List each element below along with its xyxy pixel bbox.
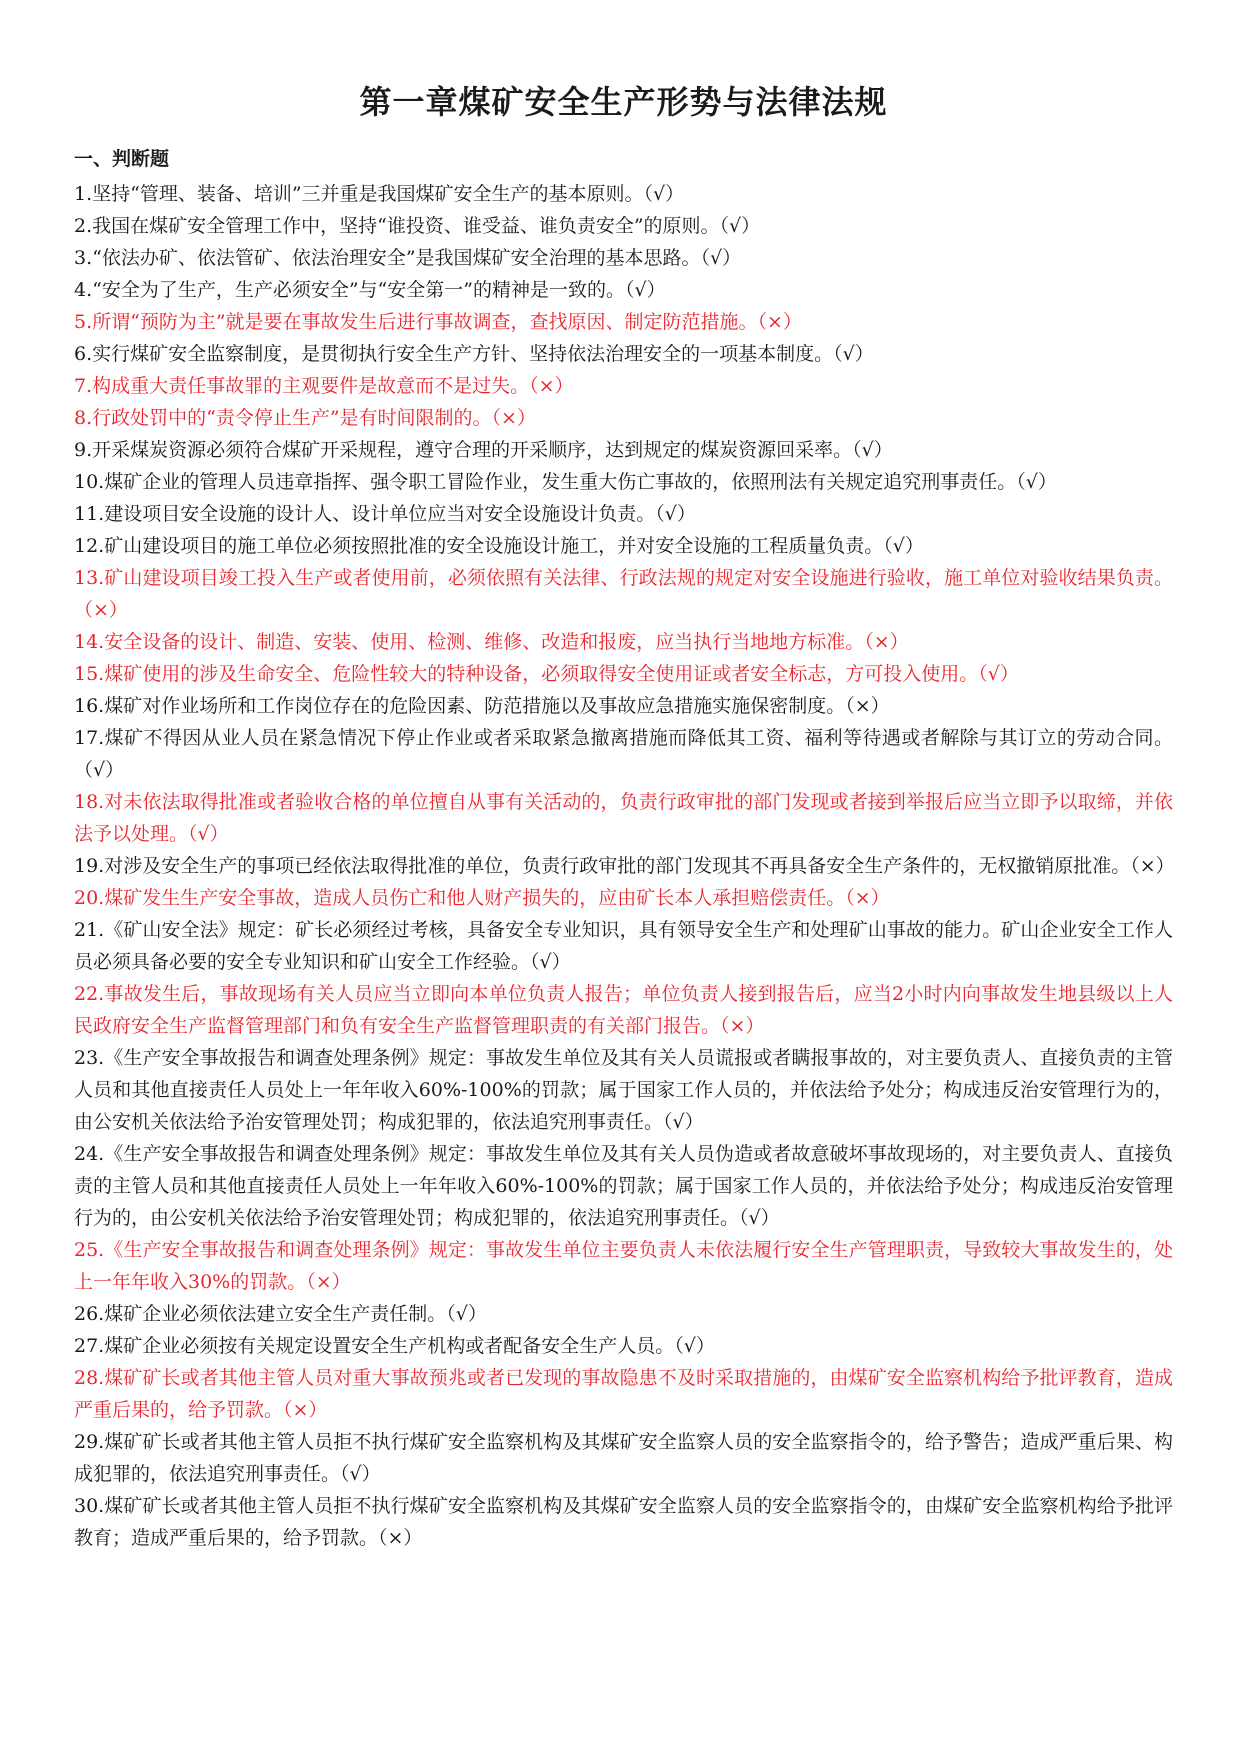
question-item: 22.事故发生后，事故现场有关人员应当立即向本单位负责人报告；单位负责人接到报告后，应当2小时内向事故发生地县级以上人民政府安全生产监督管理部门和负有安全生产监督管理职责的有关部门报告。（×） <box>74 983 1173 1037</box>
question-item: 28.煤矿矿长或者其他主管人员对重大事故预兆或者已发现的事故隐患不及时采取措施的，由煤矿安全监察机构给予批评教育，造成严重后果的，给予罚款。（×） <box>74 1367 1173 1421</box>
question-item: 14.安全设备的设计、制造、安装、使用、检测、维修、改造和报废，应当执行当地地方标准。（×） <box>74 631 909 653</box>
question-item: 20.煤矿发生生产安全事故，造成人员伤亡和他人财产损失的，应由矿长本人承担赔偿责任。（×） <box>74 887 890 909</box>
question-list <box>74 178 1173 1554</box>
question-item: 9.开采煤炭资源必须符合煤矿开采规程，遵守合理的开采顺序，达到规定的煤炭资源回采率。（√） <box>74 439 893 461</box>
question-item: 5.所谓“预防为主”就是要在事故发生后进行事故调查，查找原因、制定防范措施。（×） <box>74 311 802 333</box>
question-item: 1.坚持“管理、装备、培训”三并重是我国煤矿安全生产的基本原则。（√） <box>74 183 685 205</box>
question-item: 15.煤矿使用的涉及生命安全、危险性较大的特种设备，必须取得安全使用证或者安全标志，方可投入使用。（√） <box>74 663 1019 685</box>
question-item: 16.煤矿对作业场所和工作岗位存在的危险因素、防范措施以及事故应急措施实施保密制度。（×） <box>74 695 890 717</box>
question-item: 25.《生产安全事故报告和调查处理条例》规定：事故发生单位主要负责人未依法履行安全生产管理职责，导致较大事故发生的，处上一年年收入30%的罚款。（×） <box>74 1239 1173 1293</box>
question-item: 13.矿山建设项目竣工投入生产或者使用前，必须依照有关法律、行政法规的规定对安全设施进行验收，施工单位对验收结果负责。（×） <box>74 567 1173 621</box>
question-item: 12.矿山建设项目的施工单位必须按照批准的安全设施设计施工，并对安全设施的工程质量负责。（√） <box>74 535 924 557</box>
question-item: 2.我国在煤矿安全管理工作中，坚持“谁投资、谁受益、谁负责安全”的原则。（√） <box>74 215 761 237</box>
question-item: 8.行政处罚中的“责令停止生产”是有时间限制的。（×） <box>74 407 536 429</box>
question-item: 11.建设项目安全设施的设计人、设计单位应当对安全设施设计负责。（√） <box>74 503 696 525</box>
question-item: 23.《生产安全事故报告和调查处理条例》规定：事故发生单位及其有关人员谎报或者瞒报事故的，对主要负责人、直接负责的主管人员和其他直接责任人员处上一年年收入60%-100%的罚款；属于国家工作人员的，并依法给予处分；构成违反治安管理行为的，由公安机关依法给予治安管理处罚；构成犯罪的，依法追究刑事责任。（√） <box>74 1047 1173 1133</box>
question-item: 26.煤矿企业必须依法建立安全生产责任制。（√） <box>74 1303 487 1325</box>
question-item: 3.“依法办矿、依法管矿、依法治理安全”是我国煤矿安全治理的基本思路。（√） <box>74 247 742 269</box>
question-item: 24.《生产安全事故报告和调查处理条例》规定：事故发生单位及其有关人员伪造或者故意破坏事故现场的，对主要负责人、直接负责的主管人员和其他直接责任人员处上一年年收入60%-100%的罚款；属于国家工作人员的，并依法给予处分；构成违反治安管理行为的，由公安机关依法给予治安管理处罚；构成犯罪的，依法追究刑事责任。（√） <box>74 1143 1173 1229</box>
question-item: 19.对涉及安全生产的事项已经依法取得批准的单位，负责行政审批的部门发现其不再具备安全生产条件的，无权撤销原批准。（×） <box>74 855 1175 877</box>
question-item: 17.煤矿不得因从业人员在紧急情况下停止作业或者采取紧急撤离措施而降低其工资、福利等待遇或者解除与其订立的劳动合同。（√） <box>74 727 1173 781</box>
page-title: 第一章煤矿安全生产形势与法律法规 <box>359 83 888 121</box>
question-item: 10.煤矿企业的管理人员违章指挥、强令职工冒险作业，发生重大伤亡事故的，依照刑法有关规定追究刑事责任。（√） <box>74 471 1057 493</box>
question-item: 21.《矿山安全法》规定：矿长必须经过考核，具备安全专业知识，具有领导安全生产和处理矿山事故的能力。矿山企业安全工作人员必须具备必要的安全专业知识和矿山安全工作经验。（√） <box>74 919 1173 973</box>
question-item: 18.对未依法取得批准或者验收合格的单位擅自从事有关活动的，负责行政审批的部门发现或者接到举报后应当立即予以取缔，并依法予以处理。（√） <box>74 791 1173 845</box>
question-item: 27.煤矿企业必须按有关规定设置安全生产机构或者配备安全生产人员。（√） <box>74 1335 715 1357</box>
section-heading: 一、判断题 <box>74 148 170 170</box>
question-item: 29.煤矿矿长或者其他主管人员拒不执行煤矿安全监察机构及其煤矿安全监察人员的安全监察指令的，给予警告；造成严重后果、构成犯罪的，依法追究刑事责任。（√） <box>74 1431 1173 1485</box>
question-item: 30.煤矿矿长或者其他主管人员拒不执行煤矿安全监察机构及其煤矿安全监察人员的安全监察指令的，由煤矿安全监察机构给予批评教育；造成严重后果的，给予罚款。（×） <box>74 1495 1173 1549</box>
question-item: 6.实行煤矿安全监察制度，是贯彻执行安全生产方针、坚持依法治理安全的一项基本制度。（√） <box>74 343 874 365</box>
question-item: 4.“安全为了生产，生产必须安全”与“安全第一”的精神是一致的。（√） <box>74 279 666 301</box>
question-item: 7.构成重大责任事故罪的主观要件是故意而不是过失。（×） <box>74 375 574 397</box>
